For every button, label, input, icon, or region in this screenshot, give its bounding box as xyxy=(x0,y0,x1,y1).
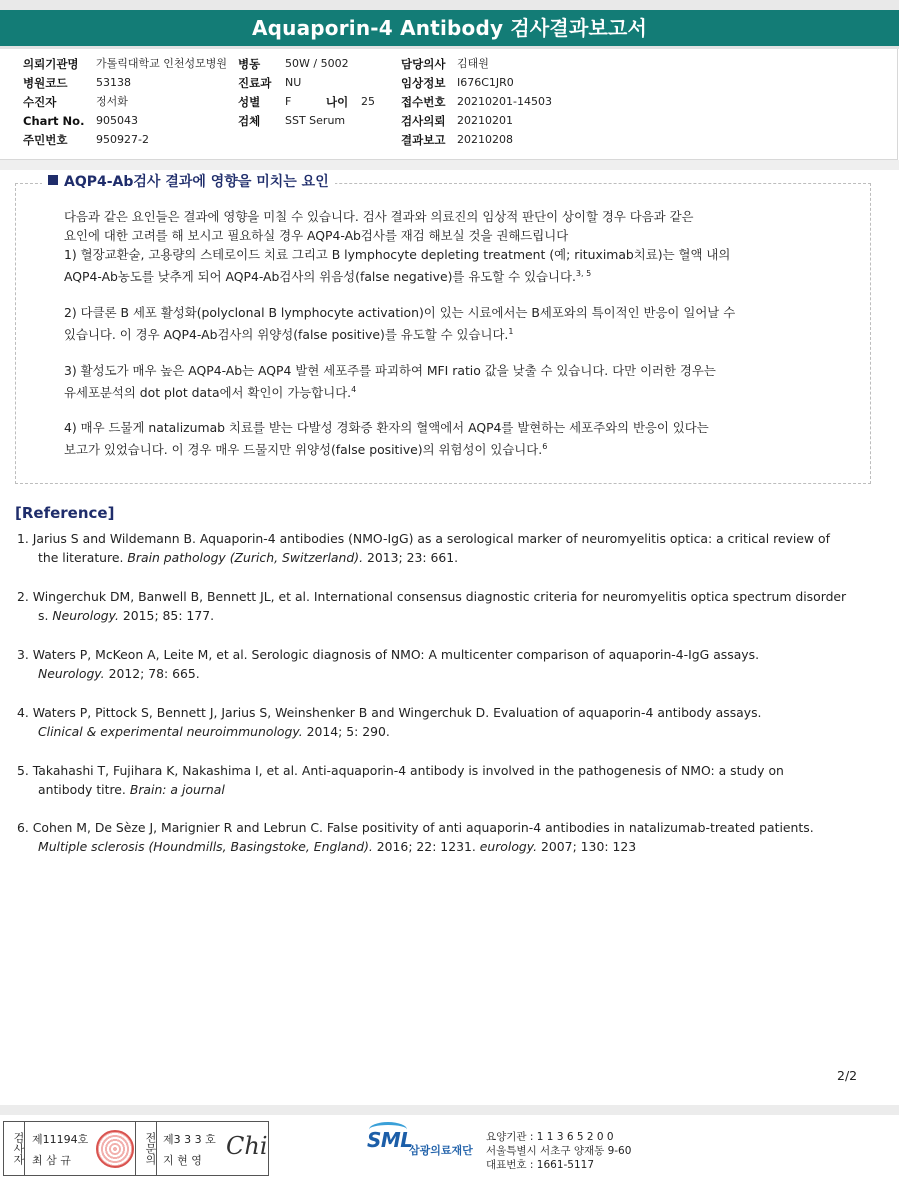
factors-intro-line2: 요인에 대한 고려를 해 보시고 필요하실 경우 AQP4-Ab검사를 재검 해보실 것을 권해드립니다 xyxy=(64,228,569,243)
receipt-value: 20210201-14503 xyxy=(457,95,552,108)
section-divider xyxy=(0,160,899,170)
rrn-value: 950927-2 xyxy=(96,133,149,146)
info-row-2 xyxy=(0,75,897,91)
info-row-4 xyxy=(0,113,897,129)
report-label: 결과보고 xyxy=(401,133,446,147)
receipt-label: 접수번호 xyxy=(401,95,446,109)
specimen-value: SST Serum xyxy=(285,114,346,127)
sex-label: 성별 xyxy=(238,95,261,109)
examinee-label: 수진자 xyxy=(23,95,57,109)
square-bullet-icon xyxy=(48,175,58,185)
dept-label: 진료과 xyxy=(238,76,272,90)
factor-2-citation: 1 xyxy=(508,327,514,336)
factor-item-3 xyxy=(64,361,854,402)
footer-divider xyxy=(0,1105,899,1115)
factor-2-line1: 2) 다클론 B 세포 활성화(polyclonal B lymphocyte activation)이 있는 시료에서는 B세포와의 특이적인 반응이 일어날 수 xyxy=(64,305,736,320)
factor-3-line1: 3) 활성도가 매우 높은 AQP4-Ab는 AQP4 발현 세포주를 파괴하여 MFI ratio 값을 낮출 수 있습니다. 다만 이러한 경우는 xyxy=(64,363,716,378)
facility-code: 요양기관 : 1 1 3 6 5 2 0 0 xyxy=(486,1131,614,1143)
institution-label: 의뢰기관명 xyxy=(23,57,79,71)
signature-box xyxy=(3,1121,269,1176)
examiner-name: 최 삼 규 xyxy=(32,1154,71,1167)
examinee-value: 정서화 xyxy=(96,95,128,108)
age-label: 나이 xyxy=(326,95,349,109)
factor-4-citation: 6 xyxy=(542,442,548,451)
reference-5: 5. Takahashi T, Fujihara K, Nakashima I, et al. Anti-aquaporin-4 antibody is involved in the pathogenesis of NMO: a study on antibody titre. Brain: a journal xyxy=(17,763,784,797)
sex-value: F xyxy=(285,95,292,108)
factor-1-line1: 1) 혈장교환술, 고용량의 스테로이드 치료 그리고 B lymphocyte depleting treatment (예; rituximab치료)는 혈액 내의 xyxy=(64,247,731,262)
doctor-value: 김태원 xyxy=(457,57,489,70)
top-strip xyxy=(0,0,899,10)
factor-1-line2: AQP4-Ab농도를 낮추게 되어 AQP4-Ab검사의 위음성(false negative)를 유도할 수 있습니다.$^{3, 5}$ xyxy=(64,269,592,285)
reference-title: [Reference] xyxy=(15,504,115,522)
info-row-1 xyxy=(0,56,897,72)
factor-3-citation: 4 xyxy=(351,385,357,394)
confirmer-name: 지 현 영 xyxy=(163,1154,202,1167)
factors-intro xyxy=(64,207,854,245)
handwritten-signature: Chi xyxy=(226,1132,268,1160)
chart-label: Chart No. xyxy=(23,114,85,128)
phone-number: 대표번호 : 1661-5117 xyxy=(486,1159,595,1171)
chart-value: 905043 xyxy=(96,114,138,127)
age-value: 25 xyxy=(361,95,375,108)
reference-3: 3. Waters P, McKeon A, Leite M, et al. Serologic diagnosis of NMO: A multicenter comparison of aquaporin-4-IgG assays. Neurology. 2012; 78: 665. xyxy=(17,647,760,681)
reference-4: 4. Waters P, Pittock S, Bennett J, Jarius S, Weinshenker B and Wingerchuk D. Evaluation of aquaporin-4 antibody assays. Clinical & experimental neuroimmunology. 2014; 5: 290. xyxy=(17,705,762,739)
factor-item-4 xyxy=(64,418,854,459)
examiner-vertical-label: 검사자 xyxy=(4,1122,25,1175)
factor-4-line1: 4) 매우 드물게 natalizumab 치료를 받는 다발성 경화증 환자의 혈액에서 AQP4를 발현하는 세포주와의 반응이 있다는 xyxy=(64,420,709,435)
dept-value: NU xyxy=(285,76,302,89)
address: 서울특별시 서초구 양재동 9-60 xyxy=(486,1145,632,1157)
request-value: 20210201 xyxy=(457,114,513,127)
examiner-number: 제11194호 xyxy=(32,1133,89,1146)
info-row-5 xyxy=(0,132,897,148)
clinical-value: I676C1JR0 xyxy=(457,76,514,89)
institution-value: 가톨릭대학교 인천성모병원 xyxy=(96,57,228,70)
factor-4-line2: 보고가 있었습니다. 이 경우 매우 드물지만 위양성(false positive)의 위험성이 있습니다.$^6$ xyxy=(64,442,548,458)
hospital-code-label: 병원코드 xyxy=(23,76,68,90)
ward-label: 병동 xyxy=(238,57,261,71)
ward-value: 50W / 5002 xyxy=(285,57,349,70)
logo-text: SML xyxy=(367,1128,413,1152)
doctor-label: 담당의사 xyxy=(401,57,446,71)
specimen-label: 검체 xyxy=(238,114,261,128)
factor-item-1 xyxy=(64,245,854,286)
reference-2: 2. Wingerchuk DM, Banwell B, Bennett JL, et al. International consensus diagnostic criteria for neuromyelitis optica spectrum disorder s. Neurology. 2015; 85: 177. xyxy=(17,589,847,623)
factor-1-citation: 3, 5 xyxy=(575,269,592,278)
report-value: 20210208 xyxy=(457,133,513,146)
factors-intro-line1: 다음과 같은 요인들은 결과에 영향을 미칠 수 있습니다. 검사 결과와 의료진의 임상적 판단이 상이할 경우 다음과 같은 xyxy=(64,209,694,224)
info-row-3 xyxy=(0,94,897,110)
factors-title xyxy=(42,172,335,192)
factor-3-line2: 유세포분석의 dot plot data에서 확인이 가능합니다.$^4$ xyxy=(64,385,357,401)
rrn-label: 주민번호 xyxy=(23,133,68,147)
patient-info-panel xyxy=(0,49,898,160)
report-title: Aquaporin-4 Antibody 검사결과보고서 xyxy=(0,10,899,46)
logo-subtitle: 삼광의료재단 xyxy=(409,1144,473,1157)
reference-6: 6. Cohen M, De Sèze J, Marignier R and Lebrun C. False positivity of anti aquaporin-4 antibodies in natalizumab-treated patients. Multiple sclerosis (Houndmills, Basingstoke, England). 2016; 22: 1231. eurology. 2007; 130: 123 xyxy=(17,820,814,854)
seal-stamp-icon xyxy=(96,1130,134,1168)
factor-2-line2: 있습니다. 이 경우 AQP4-Ab검사의 위양성(false positive)를 유도할 수 있습니다.$^1$ xyxy=(64,327,514,343)
confirmer-vertical-label: 전문의 xyxy=(135,1122,157,1175)
request-label: 검사의뢰 xyxy=(401,114,446,128)
reference-1: 1. Jarius S and Wildemann B. Aquaporin-4 antibodies (NMO-IgG) as a serological marker of neuromyelitis optica: a critical review of the literature. Brain pathology (Zurich, Switzerland). 2013; 23: 661. xyxy=(17,531,830,565)
hospital-code-value: 53138 xyxy=(96,76,131,89)
factor-item-2 xyxy=(64,303,854,344)
factors-title-text: AQP4-Ab검사 결과에 영향을 미치는 요인 xyxy=(64,174,329,190)
clinical-label: 임상정보 xyxy=(401,76,446,90)
page-number: 2/2 xyxy=(837,1068,858,1083)
confirmer-number: 제3 3 3 호 xyxy=(163,1133,216,1146)
